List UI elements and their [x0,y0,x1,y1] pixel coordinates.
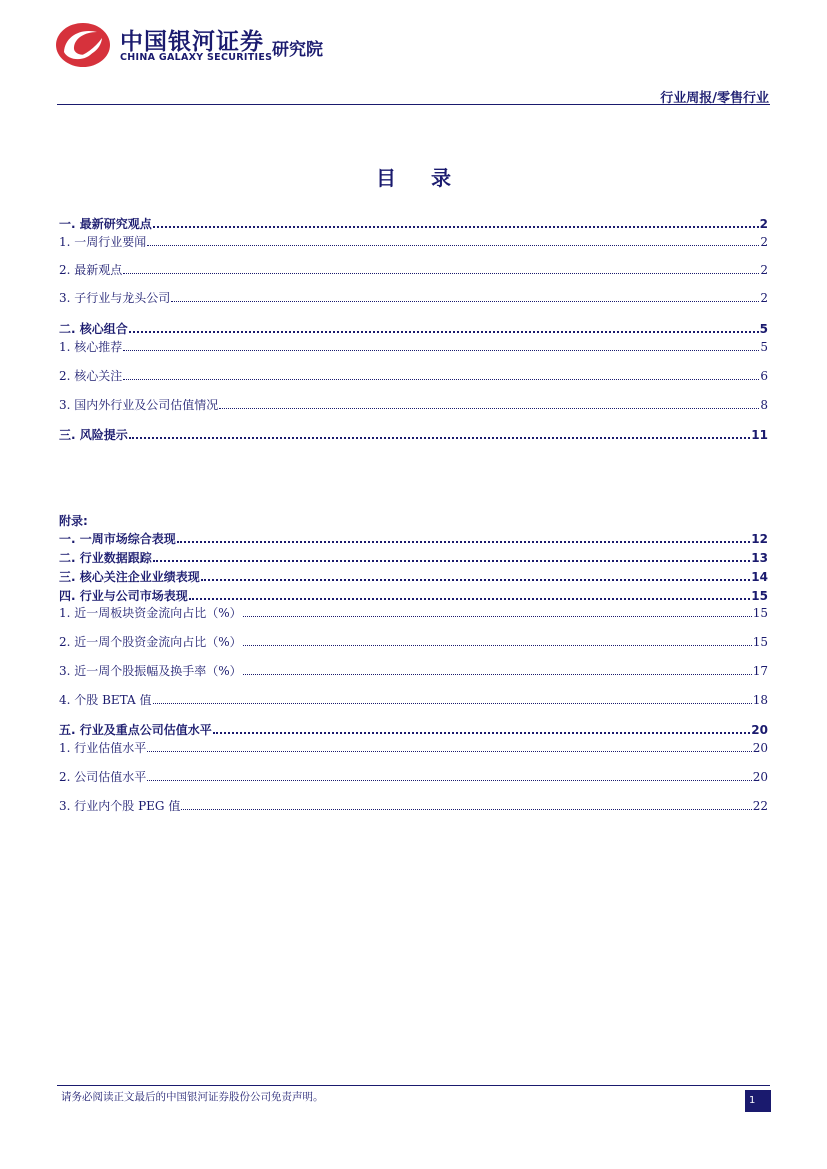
toc-entry[interactable] [59,215,768,231]
toc-entry-label: 4. 个股 BETA 值 [59,693,152,707]
toc-entry-label: 二. 行业数据跟踪 [59,551,152,565]
dot-leader [243,663,752,675]
toc-entry-page: 20 [751,723,768,737]
toc-entry-label: 四. 行业与公司市场表现 [59,589,188,603]
toc-entry-label: 3. 行业内个股 PEG 值 [59,799,181,813]
toc-entry-label: 2. 公司估值水平 [59,770,147,784]
galaxy-logo-icon [55,22,111,68]
toc-entry-page: 2 [760,263,768,277]
appendix-entry[interactable] [59,769,768,785]
toc-entry-label: 3. 子行业与龙头公司 [59,291,171,305]
dot-leader [129,320,759,333]
dot-leader [153,215,759,228]
toc-entry-page: 15 [751,589,768,603]
toc-entry[interactable] [59,262,768,278]
dot-leader [213,721,751,734]
appendix-entry[interactable] [59,587,768,603]
dot-leader [181,798,751,810]
toc-entry-page: 20 [752,741,768,755]
toc-entry-page: 8 [760,398,768,412]
toc-entry[interactable] [59,368,768,384]
dot-leader [153,692,752,704]
dot-leader [147,769,751,781]
appendix-entry[interactable] [59,549,768,565]
dot-leader [123,368,759,380]
toc-entry-label: 二. 核心组合 [59,322,128,336]
toc-entry-page: 13 [751,551,768,565]
toc-entry-page: 17 [752,664,768,678]
toc-entry-page: 5 [760,340,768,354]
toc-entry-label: 1. 一周行业要闻 [59,235,147,249]
toc-entry-label: 3. 国内外行业及公司估值情况 [59,398,219,412]
dot-leader [147,234,759,246]
toc-entry[interactable] [59,426,768,442]
toc-entry[interactable] [59,290,768,306]
toc-entry-page: 2 [760,235,768,249]
toc-entry[interactable] [59,397,768,413]
page-number-box [745,1090,771,1112]
brand-department: 研究院 [272,40,323,60]
appendix-entry[interactable] [59,721,768,737]
brand-name-en: CHINA GALAXY SECURITIES [120,52,273,63]
toc-entry-label: 2. 核心关注 [59,369,123,383]
toc-entry-label: 三. 风险提示 [59,428,128,442]
toc-entry-page: 12 [751,532,768,546]
toc-entry-page: 11 [751,428,768,442]
toc-entry-page: 6 [760,369,768,383]
appendix-label: 附录: [59,514,88,528]
appendix-entry[interactable] [59,692,768,708]
appendix-entry[interactable] [59,663,768,679]
appendix-entry[interactable] [59,634,768,650]
page-number: 1 [749,1095,756,1106]
toc-entry[interactable] [59,339,768,355]
toc-entry-label: 五. 行业及重点公司估值水平 [59,723,212,737]
toc-entry-label: 3. 近一周个股振幅及换手率（%） [59,664,242,678]
appendix-entry[interactable] [59,530,768,546]
toc-entry-page: 14 [751,570,768,584]
toc-title: 目 录 [376,166,465,190]
dot-leader [129,426,751,439]
report-type: 行业周报/零售行业 [660,91,769,106]
toc-entry-label: 一. 最新研究观点 [59,217,152,231]
dot-leader [219,397,759,409]
brand-name-cn: 中国银河证券 [120,29,264,55]
toc-entry-label: 三. 核心关注企业业绩表现 [59,570,200,584]
toc-entry-page: 2 [760,291,768,305]
toc-entry-label: 2. 最新观点 [59,263,123,277]
toc-entry-page: 20 [752,770,768,784]
dot-leader [201,568,751,581]
dot-leader [243,605,752,617]
toc-entry-page: 5 [759,322,768,336]
toc-entry-page: 15 [752,635,768,649]
header-divider [57,104,770,105]
dot-leader [189,587,751,600]
footer-divider [57,1085,770,1086]
dot-leader [147,740,751,752]
toc-entry-label: 1. 近一周板块资金流向占比（%） [59,606,242,620]
dot-leader [177,530,751,543]
toc-entry-page: 15 [752,606,768,620]
footer-disclaimer: 请务必阅读正文最后的中国银河证券股份公司免责声明。 [61,1091,324,1103]
appendix-entry[interactable] [59,798,768,814]
toc-entry-label: 一. 一周市场综合表现 [59,532,176,546]
appendix-entry[interactable] [59,568,768,584]
dot-leader [153,549,751,562]
toc-entry-page: 18 [752,693,768,707]
dot-leader [123,262,759,274]
toc-entry-page: 2 [759,217,768,231]
dot-leader [243,634,752,646]
toc-entry[interactable] [59,234,768,250]
dot-leader [123,339,759,351]
dot-leader [171,290,759,302]
toc-entry[interactable] [59,320,768,336]
appendix-entry[interactable] [59,605,768,621]
toc-entry-page: 22 [752,799,768,813]
toc-entry-label: 2. 近一周个股资金流向占比（%） [59,635,242,649]
appendix-entry[interactable] [59,740,768,756]
toc-entry-label: 1. 行业估值水平 [59,741,147,755]
toc-entry-label: 1. 核心推荐 [59,340,123,354]
